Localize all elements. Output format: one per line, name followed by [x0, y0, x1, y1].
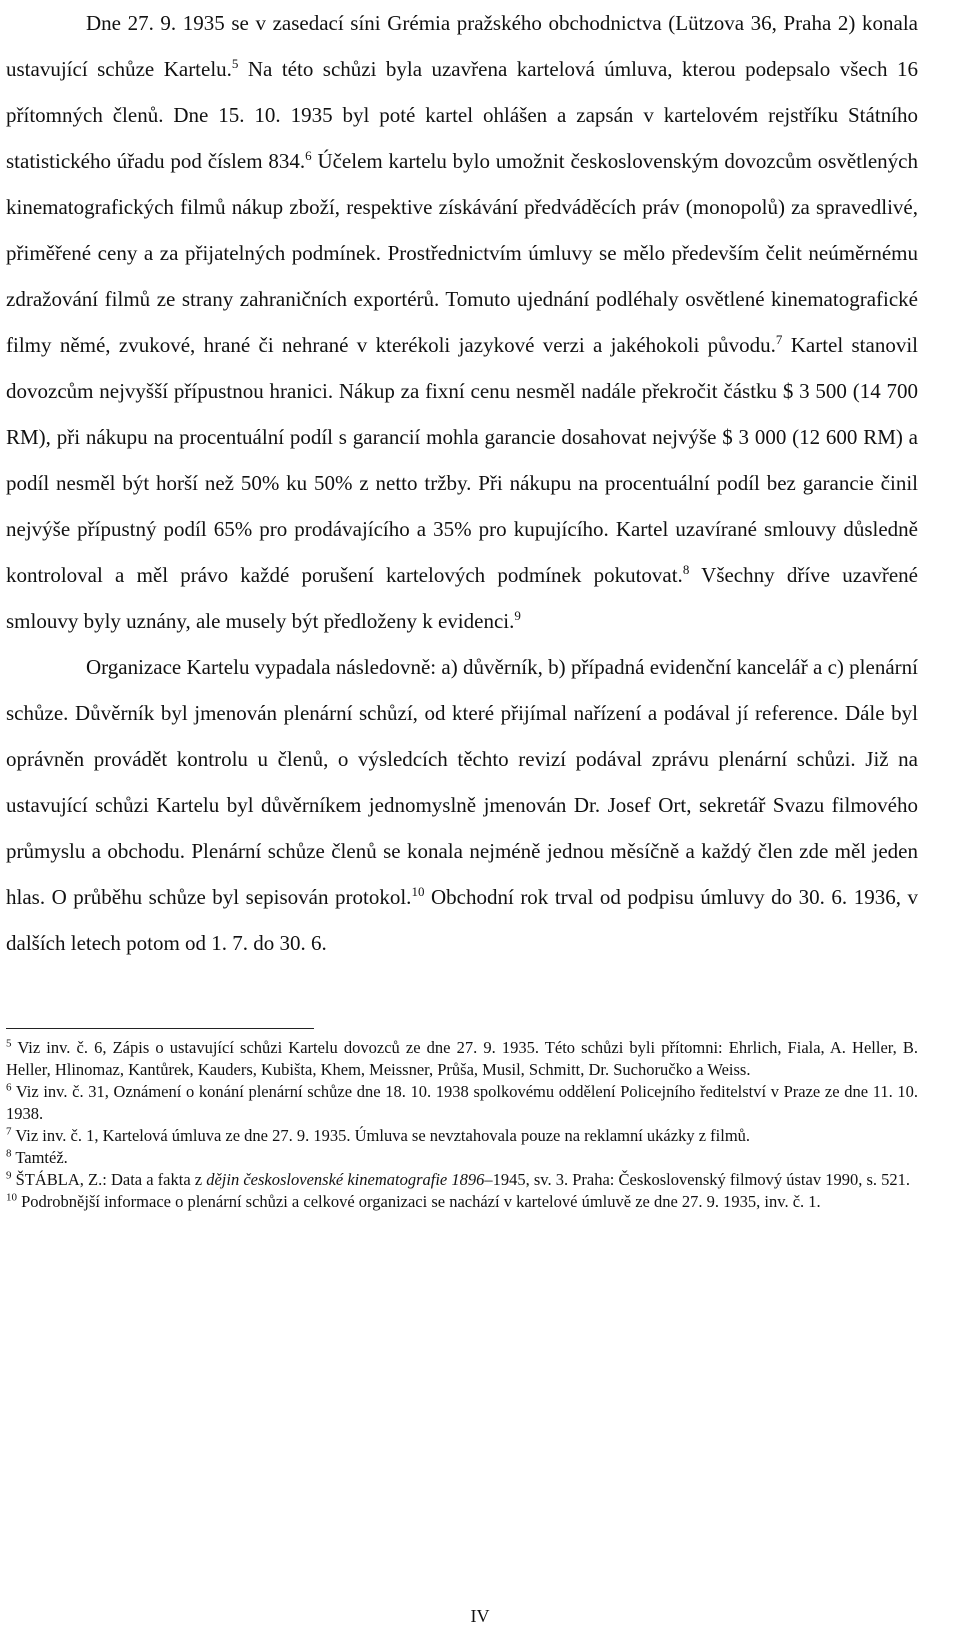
- footnote-8: [6, 1147, 918, 1169]
- footnote-9: [6, 1169, 918, 1191]
- footnote-ref-6[interactable]: 6: [305, 148, 312, 163]
- page-number: IV: [470, 1606, 490, 1626]
- footnote-text: Viz inv. č. 1, Kartelová úmluva ze dne 27. 9. 1935. Úmluva se nevztahovala pouze na reklamní ukázky z filmů.: [11, 1126, 751, 1145]
- footnote-ref-7[interactable]: 7: [775, 332, 783, 347]
- footnote-text: Viz inv. č. 31, Oznámení o konání plenární schůze dne 18. 10. 1938 spolkovému oddělení Policejního ředitelství v Praze ze dne 11. 10. 1938.: [6, 1082, 918, 1123]
- footnote-number: 8: [6, 1147, 12, 1160]
- paragraph-2: [6, 644, 918, 966]
- paragraph-2-text-a: Organizace Kartelu vypadala následovně: a) důvěrník, b) případná evidenční kancelář a c) plenární schůze. Důvěrník byl jmenován plenární schůzí, od které přijímal nařízení a podával jí reference. Dále byl oprávněn provádět kontrolu u členů, o výsledcích těchto revizí podával zprávu plenární schůzi. Již na ustavující schůzi Kartelu byl důvěrníkem jednomyslně jmenován Dr. Josef Ort, sekretář Svazu filmového průmyslu a obchodu. Plenární schůze členů se konala nejméně jednou měsíčně a každý člen zde měl jeden hlas. O průběhu schůze byl sepisován protokol.: [6, 655, 918, 909]
- footnote-text-post: –1945, sv. 3. Praha: Československý filmový ústav 1990, s. 521.: [484, 1170, 910, 1189]
- footnote-text: Viz inv. č. 6, Zápis o ustavující schůzi Kartelu dovozců ze dne 27. 9. 1935. Této schůzi byli přítomni: Ehrlich, Fiala, A. Heller, B. Heller, Hlinomaz, Kantůrek, Kauders, Kubišta, Khem, Meissner, Průša, Musil, Schmitt, Dr. Suchoručko a Weiss.: [6, 1038, 918, 1079]
- footnote-text: Tamtéž.: [11, 1148, 68, 1167]
- paragraph-1-text-c: Účelem kartelu bylo umožnit československým dovozcům osvětlených kinematografických filmů nákup zboží, respektive získávání předváděcích práv (monopolů) za spravedlivé, přiměřené ceny a za přijatelných podmínek. Prostřednictvím úmluvy se mělo především čelit neúměrnému zdražování filmů ze strany zahraničních exportérů. Tomuto ujednání podléhaly osvětlené kinematografické filmy němé, zvukové, hrané či nehrané v kterékoli jazykové verzi a jakéhokoli původu.: [6, 149, 918, 357]
- footnote-divider: [6, 1028, 314, 1029]
- footnote-ref-10[interactable]: 10: [411, 884, 425, 899]
- footnote-text: Podrobnější informace o plenární schůzi a celkové organizaci se nachází v kartelové úmluvě ze dne 27. 9. 1935, inv. č. 1.: [17, 1192, 821, 1211]
- footnote-6: [6, 1081, 918, 1125]
- footnote-number: 9: [6, 1169, 12, 1182]
- footnote-number: 7: [6, 1125, 12, 1138]
- footnote-ref-8[interactable]: 8: [682, 562, 690, 577]
- paragraph-1-text-b: Na této schůzi byla uzavřena kartelová úmluva, kterou podepsalo všech 16 přítomných členů. Dne 15. 10. 1935 byl poté kartel ohlášen a zapsán v kartelovém rejstříku Státního statistického úřadu pod číslem 834.: [6, 57, 918, 173]
- footnote-number: 6: [6, 1081, 12, 1094]
- footnote-number: 5: [6, 1037, 12, 1050]
- footnote-number: 10: [6, 1191, 17, 1204]
- footnotes: [6, 1037, 918, 1213]
- footnote-10: [6, 1191, 918, 1213]
- document-page: [6, 0, 918, 1213]
- paragraph-2-text-b: Obchodní rok trval od podpisu úmluvy do 30. 6. 1936, v dalších letech potom od 1. 7. do 30. 6.: [6, 885, 918, 955]
- paragraph-1-text-d: Kartel stanovil dovozcům nejvyšší přípustnou hranici. Nákup za fixní cenu nesměl nadále překročit částku $ 3 500 (14 700 RM), při nákupu na procentuální podíl s garancií mohla garancie dosahovat nejvýše $ 3 000 (12 600 RM) a podíl nesměl být horší než 50% ku 50% z netto tržby. Při nákupu na procentuální podíl bez garancie činil nejvýše přípustný podíl 65% pro prodávajícího a 35% pro kupujícího. Kartel uzavírané smlouvy důsledně kontroloval a měl právo každé porušení kartelových podmínek pokutovat.: [6, 333, 919, 587]
- paragraph-1-text-a: Dne 27. 9. 1935 se v zasedací síni Grémia pražského obchodnictva (Lützova 36, Praha 2) konala ustavující schůze Kartelu.: [6, 11, 918, 81]
- footnote-ref-5[interactable]: 5: [231, 56, 239, 71]
- paragraph-1: [6, 0, 918, 644]
- paragraph-1-text-e: Všechny dříve uzavřené smlouvy byly uznány, ale musely být předloženy k evidenci.: [6, 563, 918, 633]
- footnote-title-italic: dějin československé kinematografie 1896: [206, 1170, 485, 1189]
- footnote-text-pre: ŠTÁBLA, Z.: Data a fakta z: [11, 1170, 207, 1189]
- footnote-7: [6, 1125, 918, 1147]
- footnote-ref-9[interactable]: 9: [514, 608, 521, 623]
- footnote-5: [6, 1037, 918, 1081]
